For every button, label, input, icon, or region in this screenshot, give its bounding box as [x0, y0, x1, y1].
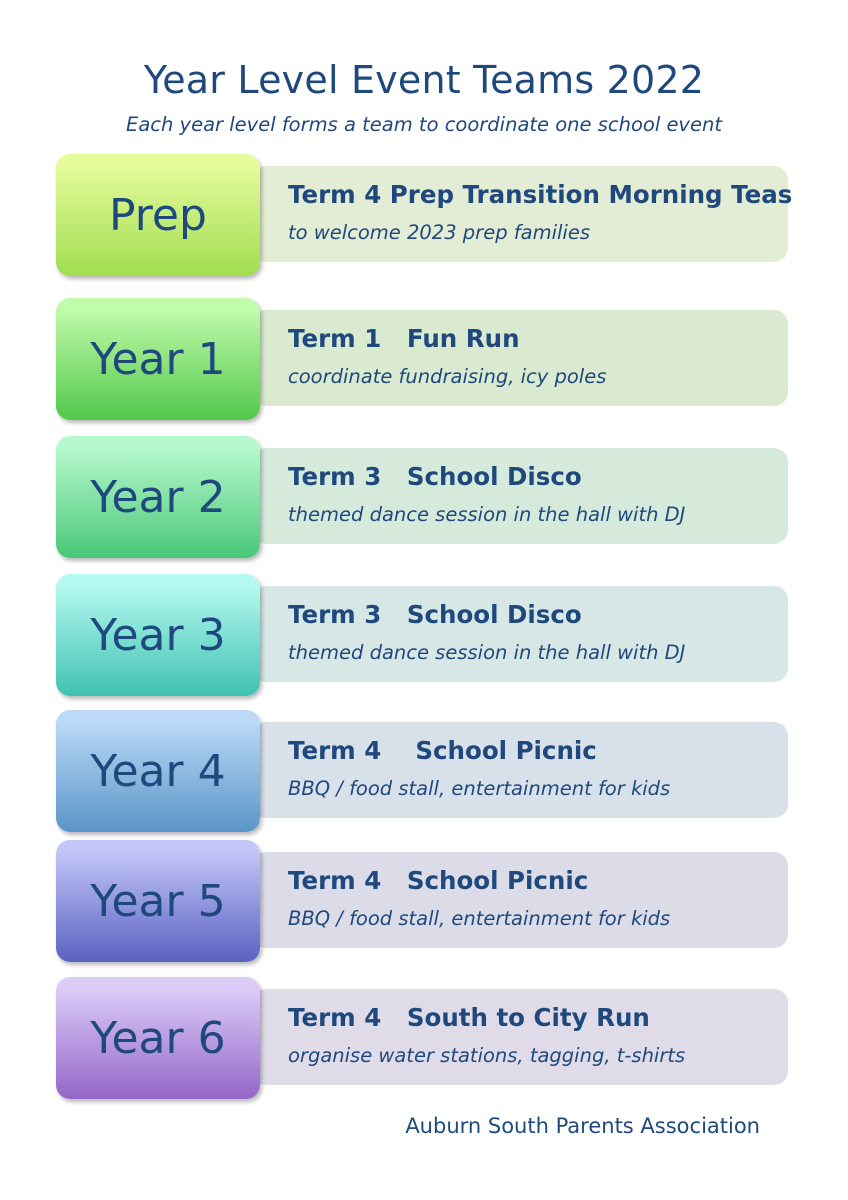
year-level-label: Year 1	[56, 298, 260, 420]
event-description: themed dance session in the hall with DJ	[288, 641, 686, 664]
event-description: to welcome 2023 prep families	[288, 221, 590, 244]
year-level-label: Year 5	[56, 840, 260, 962]
page-title: Year Level Event Teams 2022	[143, 58, 705, 102]
year-level-label: Year 6	[56, 977, 260, 1099]
event-title: Term 3 School Disco	[288, 600, 582, 629]
event-title: Term 4 South to City Run	[288, 1003, 650, 1032]
year-level-label: Prep	[56, 154, 260, 276]
team-row-year-6	[56, 977, 788, 1099]
organization-name: Auburn South Parents Association	[405, 1114, 760, 1138]
team-row-year-4	[56, 710, 788, 832]
event-description: organise water stations, tagging, t-shirts	[288, 1044, 686, 1067]
event-card	[252, 310, 788, 406]
event-title: Term 4 School Picnic	[288, 866, 589, 895]
year-level-label: Year 2	[56, 436, 260, 558]
event-description: BBQ / food stall, entertainment for kids	[288, 907, 671, 930]
event-description: coordinate fundraising, icy poles	[288, 365, 607, 388]
team-row-prep	[56, 154, 793, 276]
event-title: Term 1 Fun Run	[288, 324, 520, 353]
team-row-year-3	[56, 574, 788, 696]
event-card	[252, 852, 788, 948]
event-card	[252, 586, 788, 682]
event-card	[252, 448, 788, 544]
team-row-year-5	[56, 840, 788, 962]
event-description: BBQ / food stall, entertainment for kids	[288, 777, 671, 800]
event-title: Term 4 School Picnic	[288, 736, 597, 765]
year-level-label: Year 3	[56, 574, 260, 696]
event-description: themed dance session in the hall with DJ	[288, 503, 686, 526]
event-title: Term 4 Prep Transition Morning Teas	[288, 180, 793, 209]
event-card	[252, 722, 788, 818]
event-title: Term 3 School Disco	[288, 462, 582, 491]
team-row-year-1	[56, 298, 788, 420]
year-level-label: Year 4	[56, 710, 260, 832]
event-card	[252, 989, 788, 1085]
event-card	[252, 166, 793, 262]
team-row-year-2	[56, 436, 788, 558]
page-subtitle: Each year level forms a team to coordinate one school event	[126, 113, 722, 136]
